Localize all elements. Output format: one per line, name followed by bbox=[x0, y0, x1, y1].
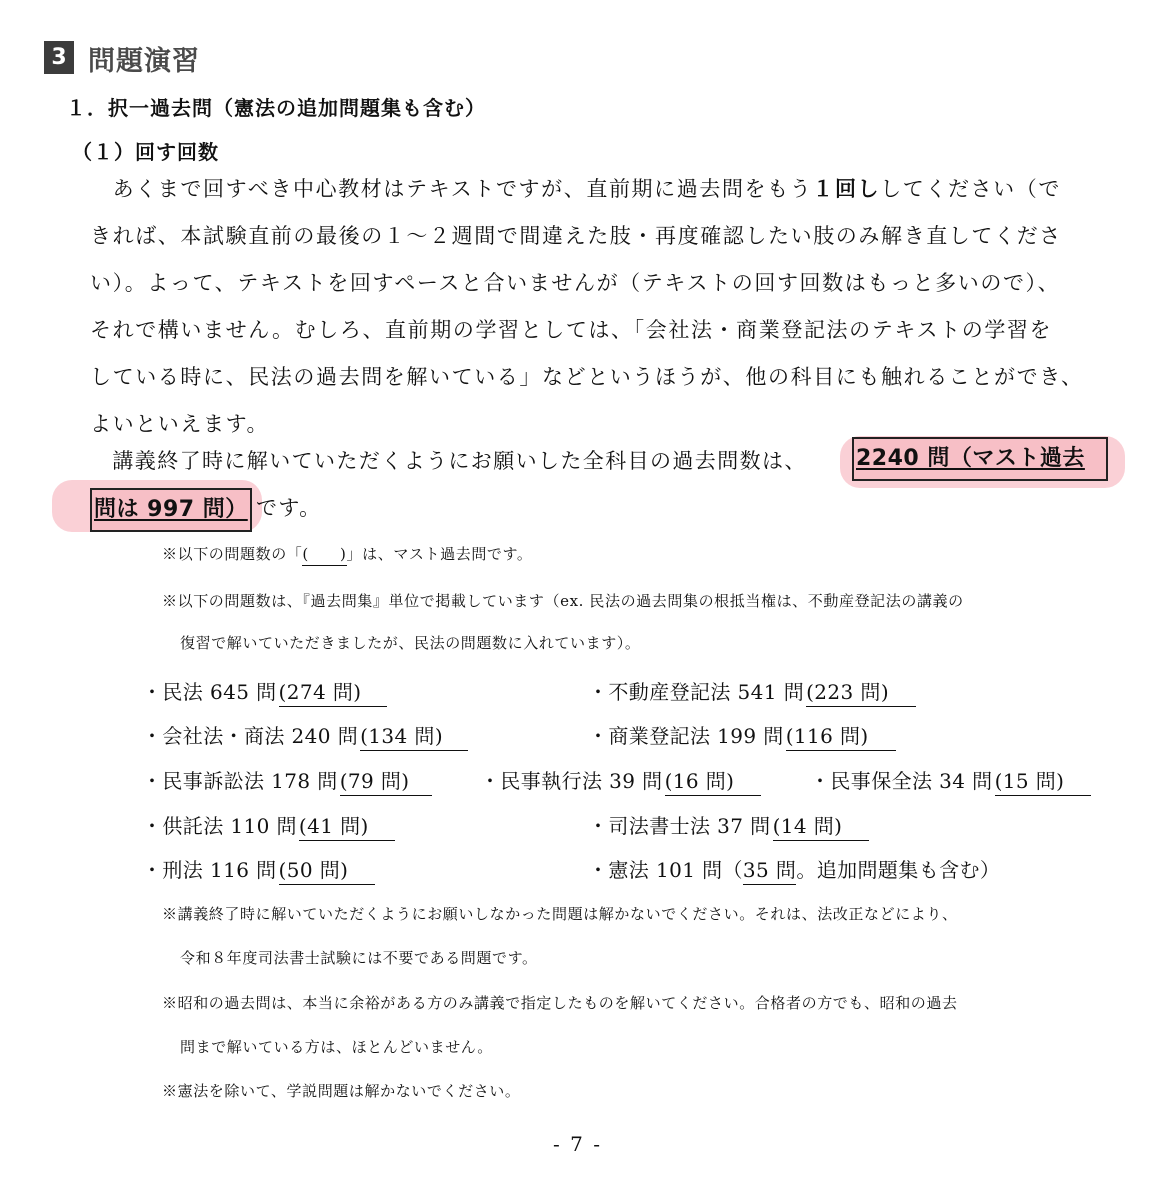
count-fudosan bbox=[588, 676, 916, 707]
paragraph-2-tail: です。 bbox=[256, 496, 322, 520]
mast-count: (50 問) bbox=[279, 854, 375, 885]
note-4-line-2: 問まで解いている方は、ほとんどいません。 bbox=[180, 1038, 493, 1056]
count-label: ・刑法 116 問 bbox=[142, 858, 277, 882]
paragraph-1-line-5: している時に、民法の過去問を解いている」などというほうが、他の科目にも触れることができ、 bbox=[90, 365, 1084, 389]
mast-count: (41 問) bbox=[299, 810, 395, 841]
count-label: ・会社法・商法 240 問 bbox=[142, 724, 359, 748]
count-shihoshoshi bbox=[588, 810, 869, 841]
text-run: あくまで回すべき中心教材はテキストですが、直前期に過去問をもう bbox=[90, 177, 813, 201]
count-minpozen bbox=[810, 765, 1091, 796]
mast-count: (79 問) bbox=[340, 765, 432, 796]
section-number-badge: 3 bbox=[44, 41, 74, 74]
mast-count: (274 問) bbox=[279, 676, 387, 707]
paragraph-1-line-2: きれば、本試験直前の最後の１～２週間で間違えた肢・再度確認したい肢のみ解き直してくださ bbox=[90, 224, 1062, 248]
note-3-line-1: ※講義終了時に解いていただくようにお願いしなかった問題は解かないでください。それは、法改正などにより、 bbox=[162, 905, 958, 923]
paragraph-1-line-1 bbox=[90, 166, 1120, 213]
count-label: ・民事保全法 34 問 bbox=[810, 769, 993, 793]
text-run: 」は、マスト過去問です。 bbox=[346, 545, 533, 563]
mast-count: (15 問) bbox=[995, 765, 1091, 796]
mast-count: (223 問) bbox=[806, 676, 916, 707]
note-3-line-2: 令和８年度司法書士試験には不要である問題です。 bbox=[180, 949, 538, 967]
paragraph-1-line-6: よいといえます。 bbox=[90, 412, 270, 436]
note-2-line-2: 復習で解いていただきましたが、民法の問題数に入れています）。 bbox=[180, 634, 641, 652]
count-shogyo bbox=[588, 720, 896, 751]
count-minso bbox=[142, 765, 432, 796]
note-2-line-1: ※以下の問題数は、『過去問集』単位で掲載しています（ex. 民法の過去問集の根抵当権は、不動産登記法の講義の bbox=[162, 592, 964, 610]
paragraph-1-line-4: それで構いません。むしろ、直前期の学習としては、「会社法・商業登記法のテキストの学習を bbox=[90, 318, 1053, 342]
count-label: ・不動産登記法 541 問 bbox=[588, 680, 805, 704]
count-minshikko bbox=[480, 765, 761, 796]
note-1 bbox=[162, 543, 533, 566]
paragraph-2-line-1 bbox=[90, 443, 807, 479]
blank-underline: ( ) bbox=[302, 543, 346, 566]
count-label: ・司法書士法 37 問 bbox=[588, 814, 771, 838]
heading-1: １．択一過去問（憲法の追加問題集も含む） bbox=[66, 96, 486, 120]
text-run: 講義終了時に解いていただくようにお願いした全科目の過去問数は、 bbox=[90, 449, 807, 473]
count-keiho bbox=[142, 854, 375, 885]
text-run: ※以下の問題数の「 bbox=[162, 545, 303, 563]
count-kyotaku bbox=[142, 810, 395, 841]
text-run: してください（で bbox=[880, 177, 1061, 201]
mast-count: (14 問) bbox=[773, 810, 869, 841]
section-title: 問題演習 bbox=[88, 46, 200, 77]
highlight-mast-count: 問は 997 問） bbox=[90, 488, 252, 532]
count-kaisha bbox=[142, 720, 468, 751]
paragraph-1 bbox=[90, 166, 1120, 448]
paragraph-1-line-3: い）。よって、テキストを回すペースと合いませんが（テキストの回す回数はもっと多いので）、 bbox=[90, 271, 1061, 295]
count-label: ・供託法 110 問 bbox=[142, 814, 297, 838]
mast-count: 35 問 bbox=[743, 854, 796, 885]
bold-run: １回し bbox=[812, 177, 881, 201]
heading-2: （１）回す回数 bbox=[72, 140, 219, 164]
mast-count: (134 問) bbox=[360, 720, 468, 751]
count-label: ・民事訴訟法 178 問 bbox=[142, 769, 338, 793]
note-4-line-1: ※昭和の過去問は、本当に余裕がある方のみ講義で指定したものを解いてください。合格者の方でも、昭和の過去 bbox=[162, 994, 958, 1012]
highlight-total-count: 2240 問（マスト過去 bbox=[852, 437, 1108, 481]
mast-count: (116 問) bbox=[786, 720, 896, 751]
count-label: ・憲法 101 問（ bbox=[588, 858, 743, 882]
count-after: 。追加問題集も含む） bbox=[796, 858, 1001, 882]
count-label: ・商業登記法 199 問 bbox=[588, 724, 784, 748]
count-kenpo bbox=[588, 854, 1000, 885]
count-label: ・民事執行法 39 問 bbox=[480, 769, 663, 793]
note-5: ※憲法を除いて、学説問題は解かないでください。 bbox=[162, 1082, 521, 1100]
mast-count: (16 問) bbox=[665, 765, 761, 796]
count-label: ・民法 645 問 bbox=[142, 680, 277, 704]
count-minpo bbox=[142, 676, 387, 707]
page-number: - 7 - bbox=[553, 1132, 602, 1156]
